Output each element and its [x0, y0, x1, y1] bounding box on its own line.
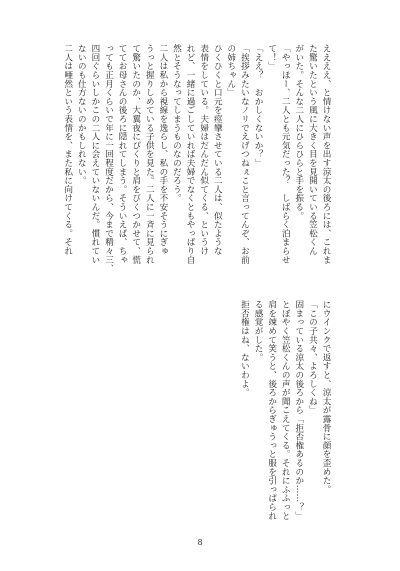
text-line: た驚いたという風に大きく目を見開いている笠松くん: [307, 44, 318, 256]
text-line: 固まっている涼太の後ろから「拒否権あるのか……？」: [293, 300, 304, 520]
text-line: 「この子共々、よろしくね」: [307, 300, 318, 415]
text-line: の姉ちゃん」: [225, 44, 236, 97]
text-line: て驚いたのか、大翼夜にぴくりと肩をびくつかせて、慌: [130, 44, 141, 264]
text-line: にウインクで返すと、涼太が露骨に顔を歪めた。: [321, 300, 331, 494]
text-line: 二人は唖然という表情を、また私に向けてくる。それ: [62, 44, 73, 256]
text-line: ええええ、と情けない声を出す涼太の後ろには、これま: [321, 44, 331, 264]
text-line: ててお母さんの後ろに隠れてしまう。そういえば、ちゃ: [117, 44, 128, 264]
text-line: 「挨拶みたいなノリでえげつねぇこと言ってんぞ、お前: [239, 44, 250, 264]
text-line: 拒否権はね、ないわよ。: [239, 300, 250, 397]
text-line: 「やっほー、二人とも元気だった？ しばらく泊まらせ: [280, 44, 291, 264]
text-line: 表情をしている。夫婦はだんだん似てくる、というけ: [198, 44, 209, 256]
text-line: れど、一緒に過ごしていれば夫婦でなくともやっぱり自: [185, 44, 196, 264]
lower-text-column: [237, 300, 332, 535]
text-line: て！」: [266, 44, 277, 71]
text-line: 四回ぐらいしかこの二人に会えていないんだ。慣れてい: [89, 44, 100, 264]
text-line: 「ええ？ おかしくないか？」: [253, 44, 264, 168]
text-line: 二人は私から視線を逸らし、私の手を不安そうにぎゅ: [157, 44, 168, 256]
text-line: 肩を竦めて笑うと、後ろからぎゅうっと服を引っぱられ: [266, 300, 277, 520]
text-line: うっと握りしめている子供を見た。二人に一斉に見られ: [144, 44, 155, 264]
text-line: とぼやく笠松くんの声が聞こえてくる。それにふふっと: [280, 300, 291, 520]
text-line: ないのも仕方ないのかもしれない。: [76, 44, 87, 185]
text-line: る感覚がした。: [253, 300, 264, 362]
page-number: 8: [197, 538, 203, 547]
upper-text-column: [60, 44, 332, 276]
text-line: ひくひくと口元を痙攣させている二人は、似たような: [212, 44, 223, 256]
text-line: がいた。そんな二人にひらひらと手を振る。: [293, 44, 304, 220]
text-line: 然とそうなってしまうものなのだろう。: [171, 44, 182, 203]
text-line: っても正月くらいで年に一回程度だから、今まで精々三、: [103, 44, 114, 273]
